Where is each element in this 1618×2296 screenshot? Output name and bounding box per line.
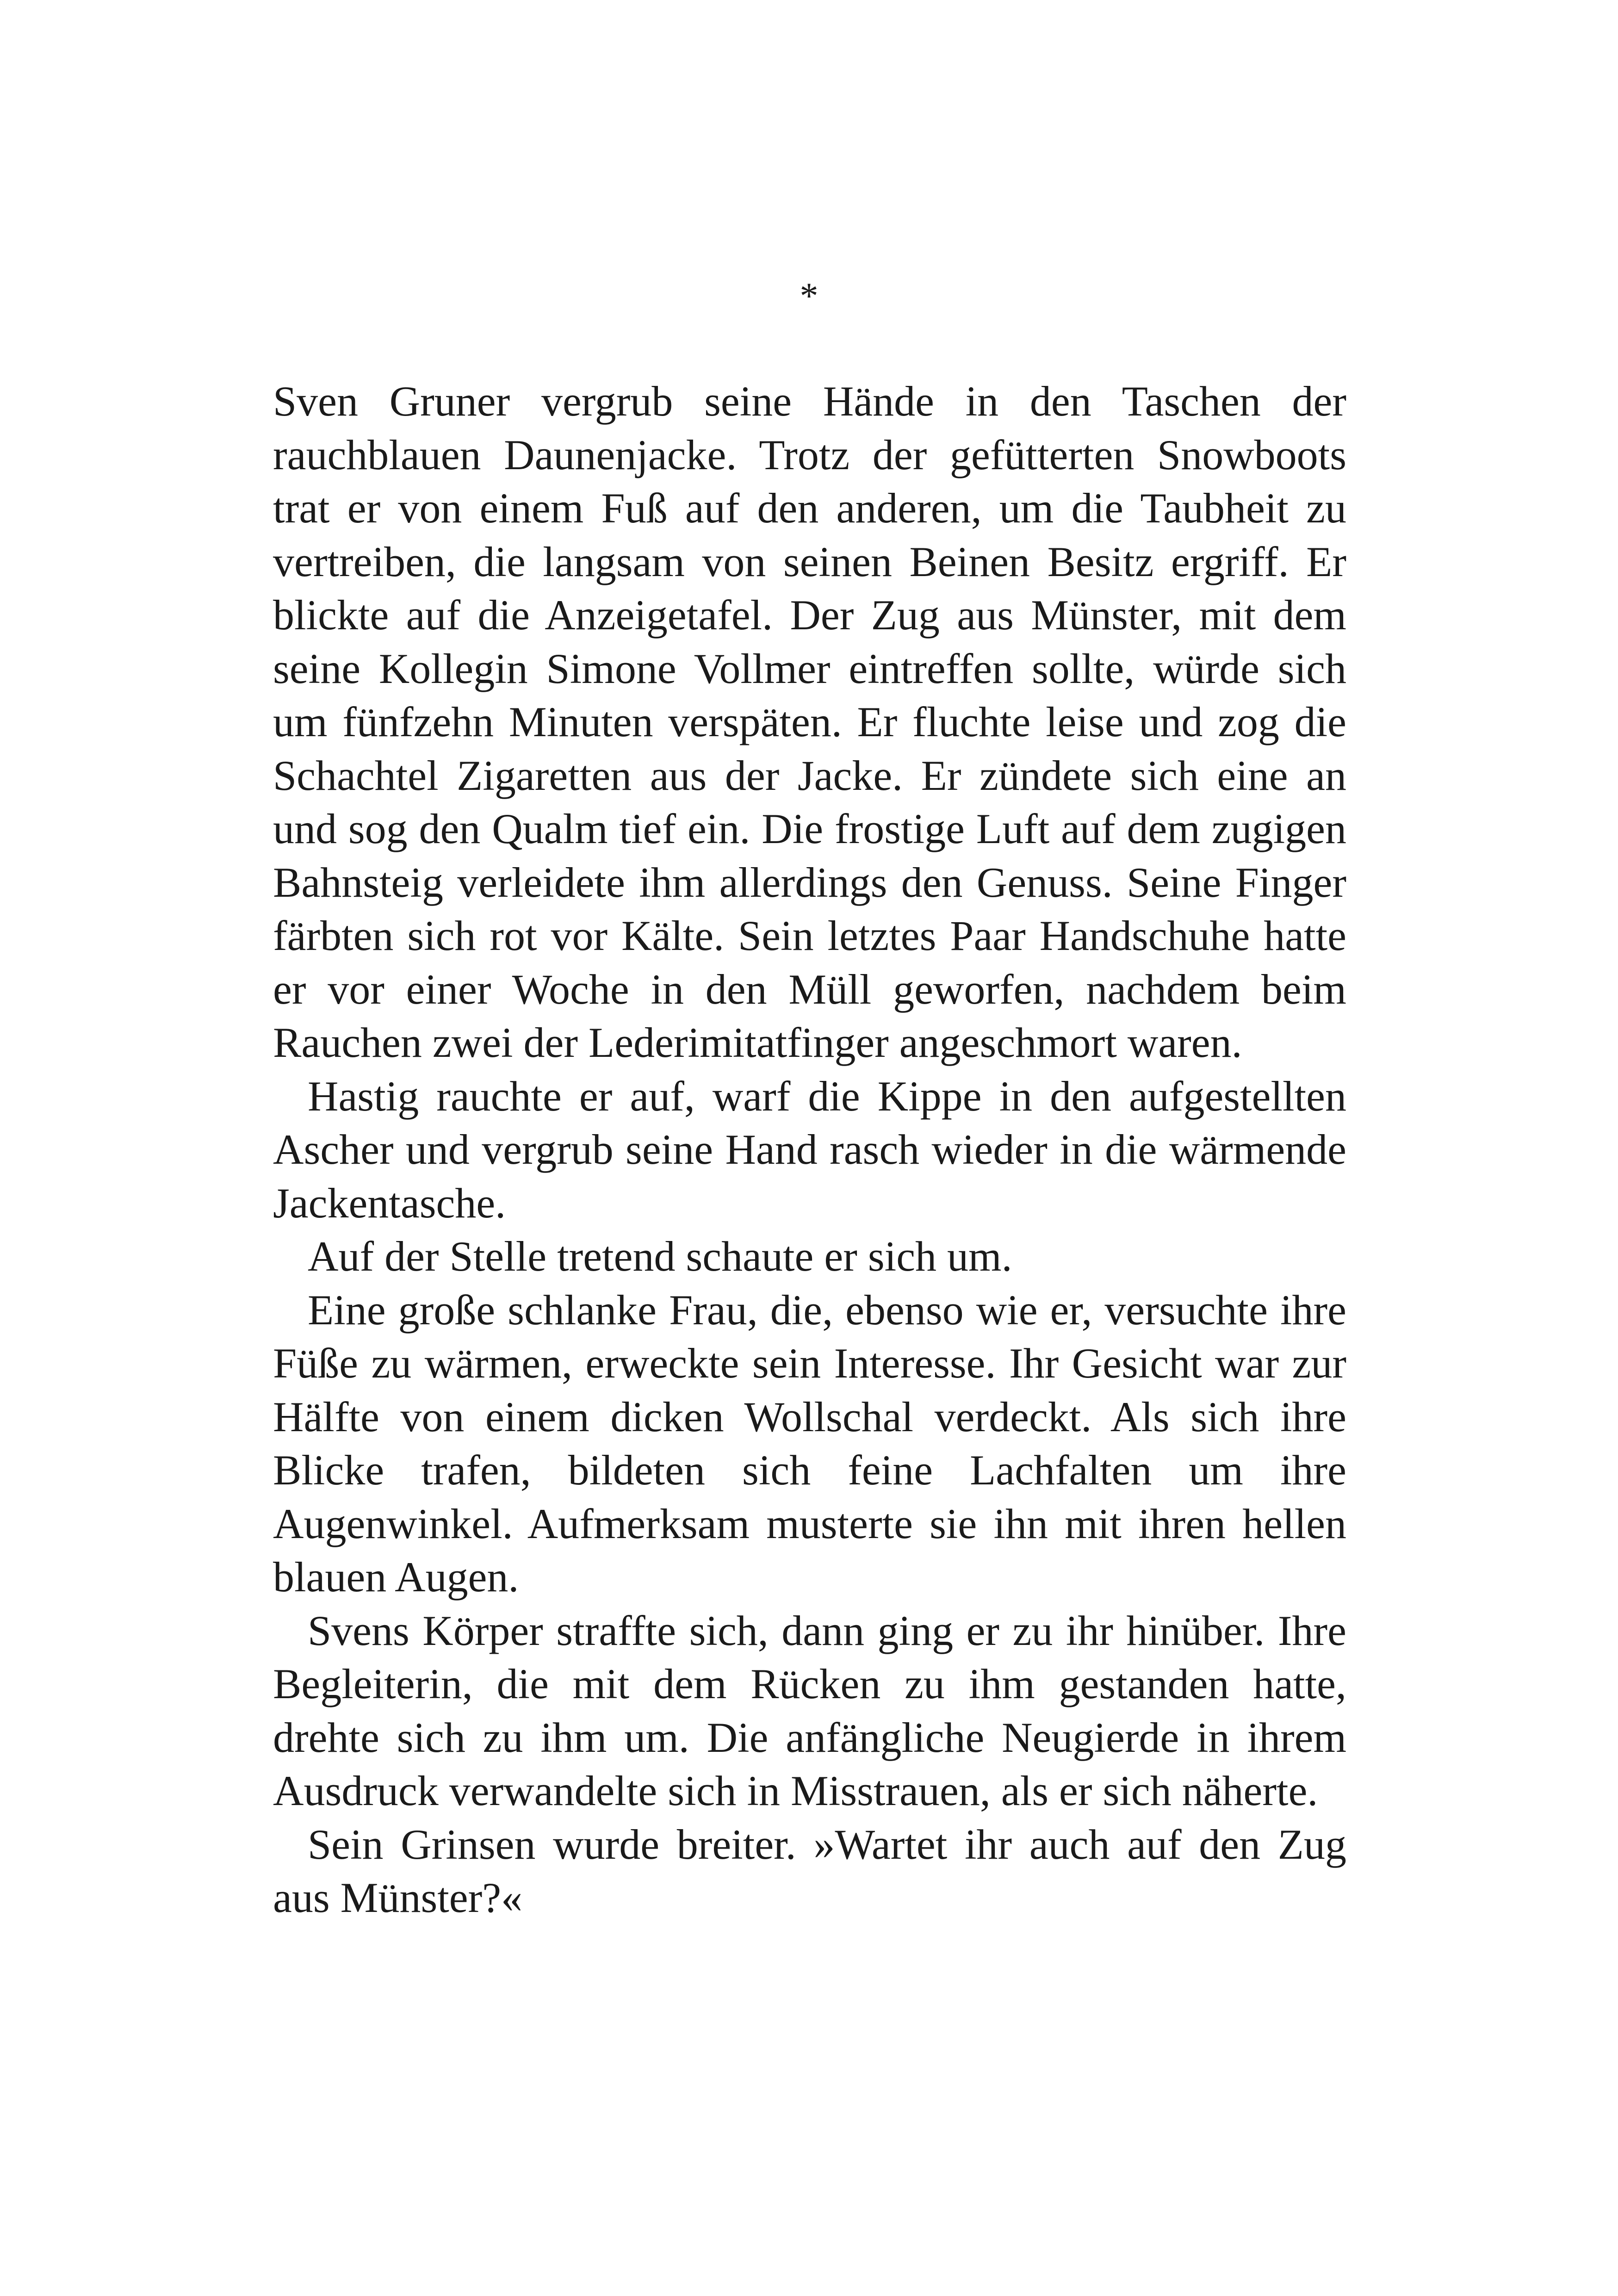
paragraph-5: Svens Körper straffte sich, dann ging er zu ihr hinüber. Ihre Begleiterin, die mit dem Rücken zu ihm gestanden hatte, drehte sich zu ihm um. Die anfängliche Neugierde in ihrem Ausdruck verwandelte sich in Misstrauen, als er sich näherte. bbox=[273, 1607, 1346, 1814]
paragraph-6: Sein Grinsen wurde breiter. »Wartet ihr auch auf den Zug aus Münster?« bbox=[273, 1820, 1346, 1921]
paragraph-3: Auf der Stelle tretend schaute er sich um. bbox=[308, 1233, 1012, 1280]
body-text bbox=[273, 375, 1346, 1925]
paragraph-4: Eine große schlanke Frau, die, ebenso wie er, versuchte ihre Füße zu wärmen, erweckte sein Interesse. Ihr Gesicht war zur Hälfte von einem dicken Wollschal verdeckt. Als sich ihre Blicke trafen, bildeten sich feine Lachfalten um ihre Augenwinkel. Aufmerksam musterte sie ihn mit ihren hellen blauen Augen. bbox=[273, 1286, 1346, 1601]
paragraph-1: Sven Gruner vergrub seine Hände in den Taschen der rauchblauen Daunenjacke. Trotz der gefütterten Snowboots trat er von einem Fuß auf den anderen, um die Taubheit zu vertreiben, die langsam von seinen Beinen Besitz ergriff. Er blickte auf die Anzeigetafel. Der Zug aus Münster, mit dem seine Kollegin Simone Vollmer eintreffen sollte, würde sich um fünfzehn Minuten verspäten. Er fluchte leise und zog die Schachtel Zigaretten aus der Jacke. Er zündete sich eine an und sog den Qualm tief ein. Die frostige Luft auf dem zugigen Bahnsteig verleidete ihm allerdings den Genuss. Seine Finger färbten sich rot vor Kälte. Sein letztes Paar Handschuhe hatte er vor einer Woche in den Müll geworfen, nachdem beim Rauchen zwei der Lederimitatfinger angeschmort waren. bbox=[273, 378, 1346, 1066]
paragraph-2: Hastig rauchte er auf, warf die Kippe in den aufgestellten Ascher und vergrub seine Hand rasch wieder in die wärmende Jackentasche. bbox=[273, 1072, 1346, 1227]
section-divider: * bbox=[800, 276, 818, 316]
